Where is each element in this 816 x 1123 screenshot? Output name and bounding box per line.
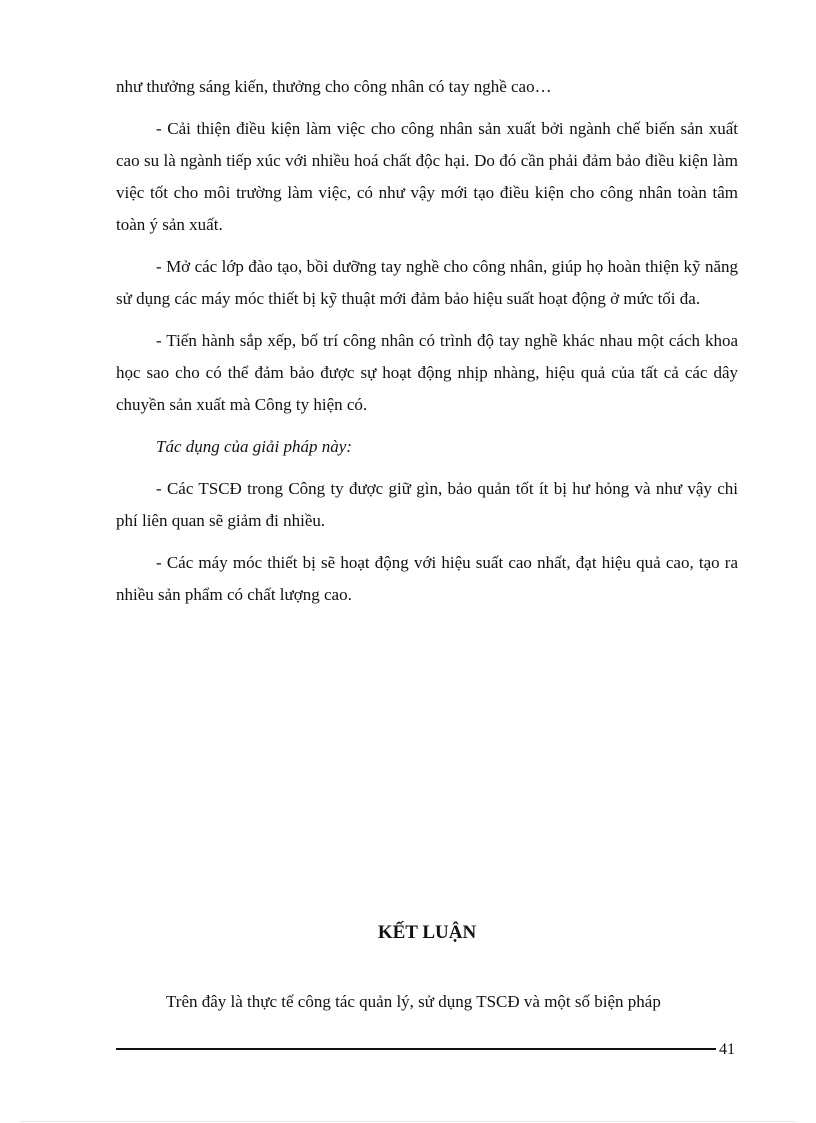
conclusion-heading: KẾT LUẬN [377,922,477,943]
paragraph-working-conditions: - Cải thiện điều kiện làm việc cho công nhân sản xuất bởi ngành chế biến sản xuất cao su là ngành tiếp xúc với nhiều hoá chất độc hại. Do đó cần phải đảm bảo điều kiện làm việc tốt cho môi trường làm việc, có như vậy mới tạo điều kiện cho công nhân toàn tâm toàn ý sản xuất. [116,119,738,234]
body-text [116,71,738,621]
paragraph-effect-asset-preservation: - Các TSCĐ trong Công ty được giữ gìn, bảo quản tốt ít bị hư hỏng và như vậy chi phí liên quan sẽ giảm đi nhiều. [116,479,738,530]
page-number: 41 [719,1041,735,1058]
paragraph-training: - Mở các lớp đào tạo, bồi dưỡng tay nghề cho công nhân, giúp họ hoàn thiện kỹ năng sử dụng các máy móc thiết bị kỹ thuật mới đảm bảo hiệu suất hoạt động ở mức tối đa. [116,257,738,308]
paragraph-continuation: như thưởng sáng kiến, thưởng cho công nhân có tay nghề cao… [116,77,552,96]
paragraph-effects-label: Tác dụng của giải pháp này: [156,437,352,456]
paragraph-effect-efficiency: - Các máy móc thiết bị sẽ hoạt động với hiệu suất cao nhất, đạt hiệu quả cao, tạo ra nhiều sản phẩm có chất lượng cao. [116,553,738,604]
footer-rule [116,1048,716,1050]
paragraph-arrangement: - Tiến hành sắp xếp, bố trí công nhân có trình độ tay nghề khác nhau một cách khoa học sao cho có thể đảm bảo được sự hoạt động nhịp nhàng, hiệu quả của tất cả các dây chuyền sản xuất mà Công ty hiện có. [116,331,738,414]
page-bottom-border [20,1121,796,1122]
conclusion-first-line: Trên đây là thực tế công tác quản lý, sử dụng TSCĐ và một số biện pháp [166,992,661,1011]
